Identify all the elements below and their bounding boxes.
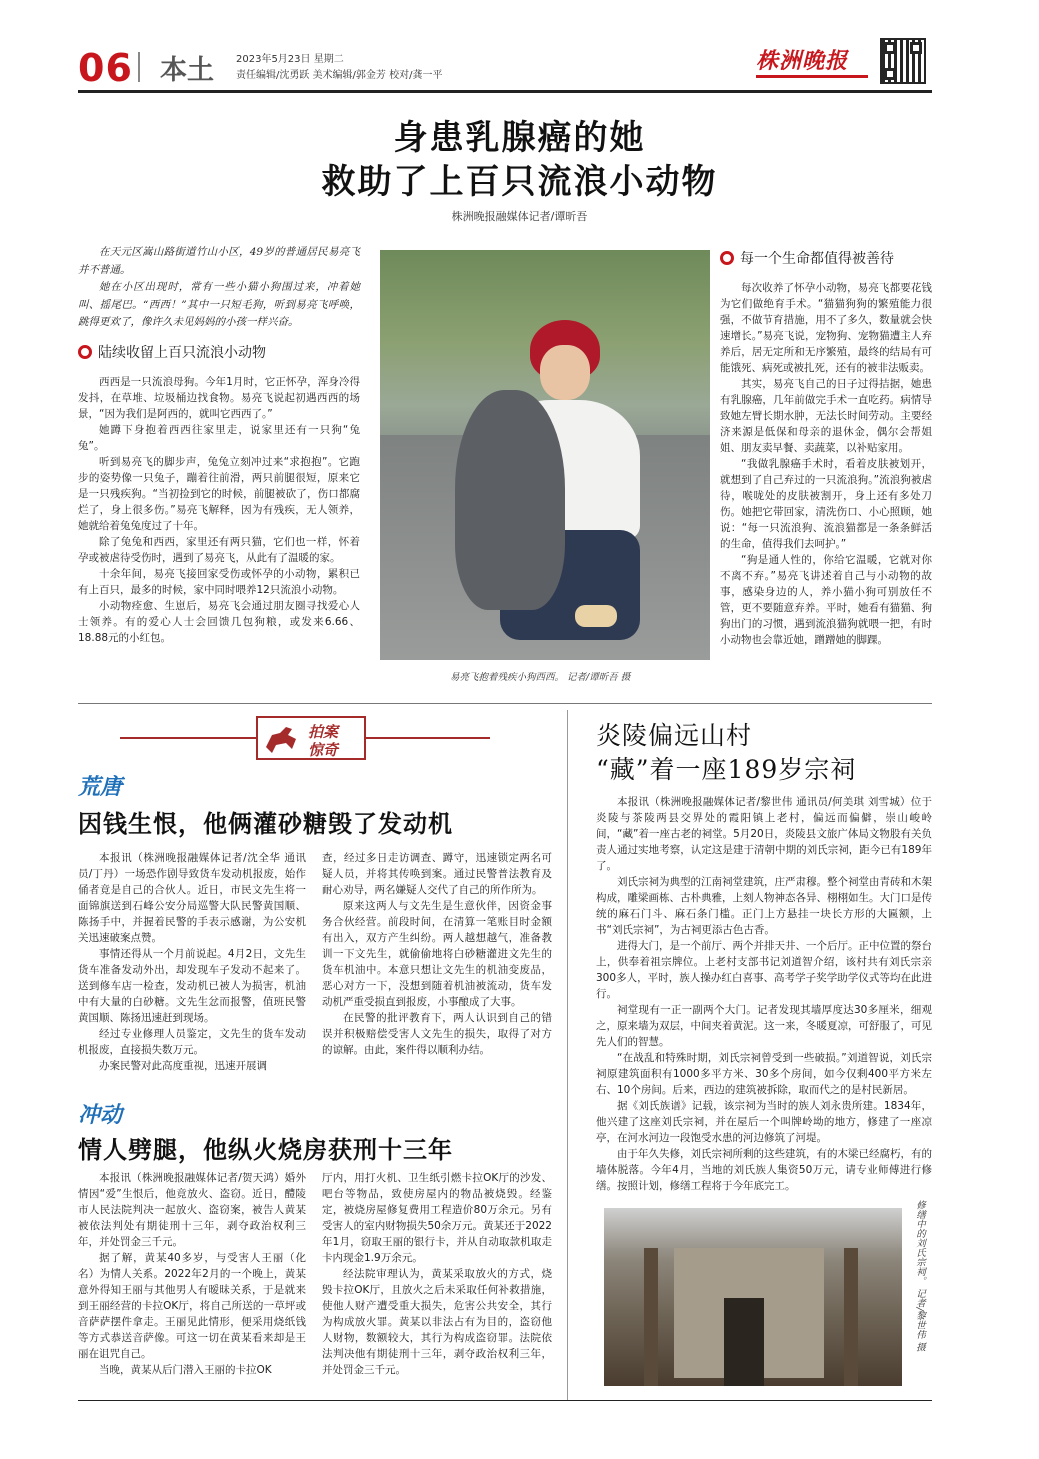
lead-intro — [78, 244, 360, 332]
paragraph: 厅内，用打火机、卫生纸引燃卡拉OK厅的沙发、吧台等物品，致使房屋内的物品被烧毁。经鉴定，被烧房屋修复费用工程造价80万余元。另有受害人的室内财物损失50余万元。黄某还于2022年1月，窃取王丽的银行卡，并从自动取款机取走卡内现金1.9万余元。 — [322, 1172, 552, 1264]
circle-bullet-icon — [78, 345, 92, 359]
editors-line: 责任编辑/沈勇跃 美术编辑/郭金芳 校对/龚一平 — [236, 70, 443, 81]
subhead-text: 陆续收留上百只流浪小动物 — [98, 345, 266, 361]
date-line: 2023年5月23日 星期二 — [236, 54, 344, 65]
column-stamp — [256, 716, 366, 760]
paragraph: “在战乱和特殊时期，刘氏宗祠曾受到一些破损。”刘道智说，刘氏宗祠原建筑面积有1000多平方米、30多个房间，如今仅剩400平方米左右、10个房间。后来，西边的建筑被拆除，取而代之的是村民新居。 — [596, 1052, 932, 1096]
paragraph: 在民警的批评教育下，两人认识到自己的错误并积极赔偿受害人文先生的损失，取得了对方的谅解。由此，案件得以顺利办结。 — [322, 1012, 552, 1056]
lead-byline: 株洲晚报融媒体记者/谭昕吾 — [451, 210, 588, 223]
lead-subhead-1 — [78, 342, 266, 362]
paragraph: 据《刘氏族谱》记载，该宗祠为当时的族人刘永贵所建。1834年，他兴建了这座刘氏宗祠，并在屋后一个叫牌岭坳的地方，修建了一座凉亭，在河水河边一段饱受水患的河边修筑了河堤。 — [596, 1100, 932, 1144]
paragraph: “我做乳腺癌手术时，看着皮肤被划开，就想到了自己弃过的一只流浪狗。”流浪狗被虐待，喉咙处的皮肤被割开，身上还有多处刀伤。她把它带回家，清洗伤口、小心照顾，她说：“每一只流浪狗、流浪猫都是一条条鲜活的生命，值得我们去呵护。” — [720, 458, 932, 550]
paragraph: 经过专业修理人员鉴定，文先生的货车发动机报废，直接损失数万元。 — [78, 1028, 306, 1056]
paragraph: 经法院审理认为，黄某采取放火的方式，烧毁卡拉OK厅，且放火之后未采取任何补救措施，使他人财产遭受重大损失，危害公共安全，其行为构成放火罪。黄某以非法占有为目的，盗窃他人财物，数额较大，其行为构成盗窃罪。法院依法判决他有期徒刑十三年，剥夺政治权利三年，并处罚金三千元。 — [322, 1268, 552, 1376]
story1-column-1 — [78, 850, 306, 1074]
story2-column-1 — [78, 1170, 306, 1378]
horse-icon — [262, 721, 302, 757]
paragraph: 听到易亮飞的脚步声，兔兔立刻冲过来“求抱抱”。它跑步的姿势像一只兔子，蹦着往前滑，两只前腿很短，原来它是一只残疾狗。“当初捡到它的时候，前腿被砍了，伤口都腐烂了，身上很多伤。”易亮飞解释，因为有残疾，无人领养，她就给着兔兔度过了十年。 — [78, 456, 360, 532]
lead-photo-caption: 易亮飞抱着残疾小狗西西。 记者/谭昕吾 摄 — [450, 672, 631, 683]
story1-kicker: 荒唐 — [78, 774, 123, 800]
section-title: 本土 — [160, 55, 214, 86]
header-rule — [78, 90, 932, 93]
story3-body — [596, 794, 932, 1194]
header-divider — [138, 52, 140, 82]
story2-title: 情人劈腿，他纵火烧房获刑十三年 — [78, 1135, 453, 1164]
story3-title-line2: “藏”着一座189岁宗祠 — [596, 755, 857, 784]
paragraph: 本报讯（株洲晚报融媒体记者/沈全华 通讯员/丁丹）一场恐作剧导致货车发动机报废，始作俑者竟是自己的合伙人。近日，市民文先生将一面锦旗送到石峰公安分局巡警大队民警黄国顺、陈扬手中，并握着民警的手表示感谢，为公安机关迅速破案点赞。 — [78, 852, 306, 944]
lead-photo — [380, 250, 710, 660]
circle-bullet-icon — [720, 251, 734, 265]
stamp-text-2: 惊奇 — [308, 741, 339, 759]
paragraph: 本报讯（株洲晚报融媒体记者/黎世伟 通讯员/何美琪 刘雪城）位于炎陵与茶陵两县交界处的霞阳镇上老村，偏远而偏僻，崇山峻岭间，“藏”着一座古老的祠堂。5月20日，炎陵县文旅广体局文物股有关负责人通过实地考察，认定这是建于清朝中期的刘氏宗祠，距今已有189年了。 — [596, 796, 932, 872]
paragraph: 当晚，黄某从后门潜入王丽的卡拉OK — [99, 1364, 272, 1376]
intro-paragraph: 她在小区出现时，常有一些小猫小狗围过来，冲着她叫、摇尾巴。“西西！”其中一只短毛狗，听到易亮飞呼唤，跳得更欢了，像许久未见妈妈的小孩一样兴奋。 — [78, 281, 360, 328]
paragraph: 她蹲下身抱着西西往家里走，说家里还有一只狗“兔兔”。 — [78, 424, 360, 452]
lead-title-line2: 救助了上百只流浪小动物 — [321, 162, 718, 202]
paragraph: “狗是通人性的，你给它温暖，它就对你不离不弃。”易亮飞讲述着自己与小动物的故事，感染身边的人，养小猫小狗可别放任不管，更不要随意弃养。平时，她看有猫猫、狗狗出门的习惯，遇到流浪猫狗就喂一把，有时小动物也会靠近她，蹭蹭她的脚踝。 — [720, 554, 932, 646]
lead-column-3 — [720, 280, 932, 648]
subhead-text: 每一个生命都值得被善待 — [740, 251, 894, 267]
paragraph: 进得大门，是一个前厅、两个并排天井、一个后厅。正中位置的祭台上，供奉着祖宗牌位。上老村支部书记刘道智介绍，该村共有刘氏宗亲300多人，平时，族人操办红白喜事、高考学子奖学助学仪式等均在此进行。 — [596, 940, 932, 1000]
story2-kicker: 冲动 — [78, 1102, 123, 1128]
intro-paragraph: 在天元区嵩山路街道竹山小区，49岁的普通居民易亮飞并不普通。 — [78, 246, 360, 276]
paragraph: 十余年间，易亮飞接回家受伤或怀孕的小动物，累积已有上百只，最多的时候，家中同时喂养12只流浪小动物。 — [78, 568, 360, 596]
story1-column-2 — [322, 850, 552, 1058]
newspaper-logo: 株洲晚报 — [756, 44, 868, 78]
column-divider — [567, 710, 568, 1400]
stamp-text-1: 拍案 — [308, 723, 339, 741]
page-number: 06 — [78, 46, 133, 90]
paragraph: 办案民警对此高度重视，迅速开展调 — [99, 1060, 267, 1072]
paragraph: 其实，易亮飞自己的日子过得拮据，她患有乳腺癌，几年前做完手术一直吃药。病情导致她左臂长期水肿，无法长时间劳动。主要经济来源是低保和母亲的退休金，偶尔会帮姐姐、朋友卖早餐、卖蔬菜，以补贴家用。 — [720, 378, 932, 454]
paragraph: 由于年久失修，刘氏宗祠所剩的这些建筑，有的木梁已经腐朽，有的墙体脱落。今年4月，当地的刘氏族人集资50万元，请专业师傅进行修缮。按照计划，修缮工程将于今年底完工。 — [596, 1148, 932, 1192]
lead-title-line1: 身患乳腺癌的她 — [393, 118, 646, 158]
paragraph: 小动物痊愈、生崽后，易亮飞会通过朋友圈寻找爱心人士领养。有的爱心人士会回馈几包狗粮，或发来6.66、18.88元的小红包。 — [78, 600, 360, 644]
story3-title-line1: 炎陵偏远山村 — [596, 721, 753, 750]
story2-column-2 — [322, 1170, 552, 1378]
hall-photo-caption: 修缮中的刘氏宗祠。 记者/黎世伟 摄 — [914, 1200, 925, 1352]
paragraph: 刘氏宗祠为典型的江南祠堂建筑，庄严肃穆。整个祠堂由青砖和木架构成，雕梁画栋、古朴典雅，上刻人物神态各异、栩栩如生。大门口是传统的麻石门斗、麻石条门槛。正门上方悬挂一块长方形的大匾额，上书“刘氏宗祠”，为古祠更添古色古香。 — [596, 876, 932, 936]
story1-title: 因钱生恨，他俩灌砂糖毁了发动机 — [78, 809, 453, 838]
footer-rule — [78, 1400, 932, 1401]
ancestral-hall-photo — [604, 1208, 902, 1386]
paragraph: 据了解，黄某40多岁，与受害人王丽（化名）为情人关系。2022年2月的一个晚上，黄某意外得知王丽与其他男人有暧昧关系，于是就来到王丽经营的卡拉OK厅，将自己所送的一草坪或音萨萨摆件拿走。王丽见此情形，便采用烧纸钱等方式恭送音萨像。可这一切在黄某看来却是王丽在诅咒自己。 — [78, 1252, 306, 1360]
paragraph: 每次收养了怀孕小动物，易亮飞都要花钱为它们做绝育手术。“猫猫狗狗的繁殖能力很强，不做节育措施，用不了多久，数量就会快速增长。”易亮飞说，宠物狗、宠物猫遭主人弃养后，居无定所和无序繁殖，最终的结局有可能饿死、病死或被扎死，还有的被非法贩卖。 — [720, 282, 932, 374]
qr-code-icon[interactable] — [880, 38, 926, 84]
paragraph: 除了兔兔和西西，家里还有两只猫，它们也一样，怀着孕或被虐待受伤时，遇到了易亮飞，从此有了温暖的家。 — [78, 536, 360, 564]
section-divider — [78, 703, 932, 704]
paragraph: 事情还得从一个月前说起。4月2日，文先生货车准备发动外出，却发现车子发动不起来了。送到修车店一检查，发动机已被人为损害，机油中有大量的白砂糖。文先生忿而报警，值班民警黄国顺、陈扬迅速赶到现场。 — [78, 948, 306, 1024]
paragraph: 原来这两人与文先生是生意伙伴，因资金事务合伙经营。前段时间，在清算一笔账目时金额有出入，双方产生纠纷。两人越想越气，准备教训一下文先生，就偷偷地将白砂糖灌进文先生的货车机油中。本意只想让文先生的机油变废品，恶心对方一下，没想到随着机油被流动，货车发动机严重受损直到报废，小事酿成了大事。 — [322, 900, 552, 1008]
lead-subhead-2 — [720, 248, 894, 268]
paragraph: 查，经过多日走访调查、蹲守，迅速锁定两名可疑人员，并将其传唤到案。通过民警普法教育及耐心劝导，两名嫌疑人交代了自己的所作所为。 — [322, 852, 552, 896]
paragraph: 本报讯（株洲晚报融媒体记者/贺天鸿）婚外情因“爱”生恨后，他竟放火、盗窃。近日，醴陵市人民法院判决一起放火、盗窃案，被告人黄某被依法判处有期徒刑十三年，剥夺政治权利三年，并处罚金三千元。 — [78, 1172, 306, 1248]
lead-column-1 — [78, 374, 360, 646]
paragraph: 祠堂现有一正一副两个大门。记者发现其墙厚度达30多厘米，细观之，原来墙为双层，中间夹着黄泥。这一来，冬暖夏凉，可舒服了，可见先人们的智慧。 — [596, 1004, 932, 1048]
paragraph: 西西是一只流浪母狗。今年1月时，它正怀孕，浑身冷得发抖，在草堆、垃圾桶边找食物。易亮飞说起初遇西西的场景，“因为我们是阿西的，就叫它西西了。” — [78, 376, 360, 420]
